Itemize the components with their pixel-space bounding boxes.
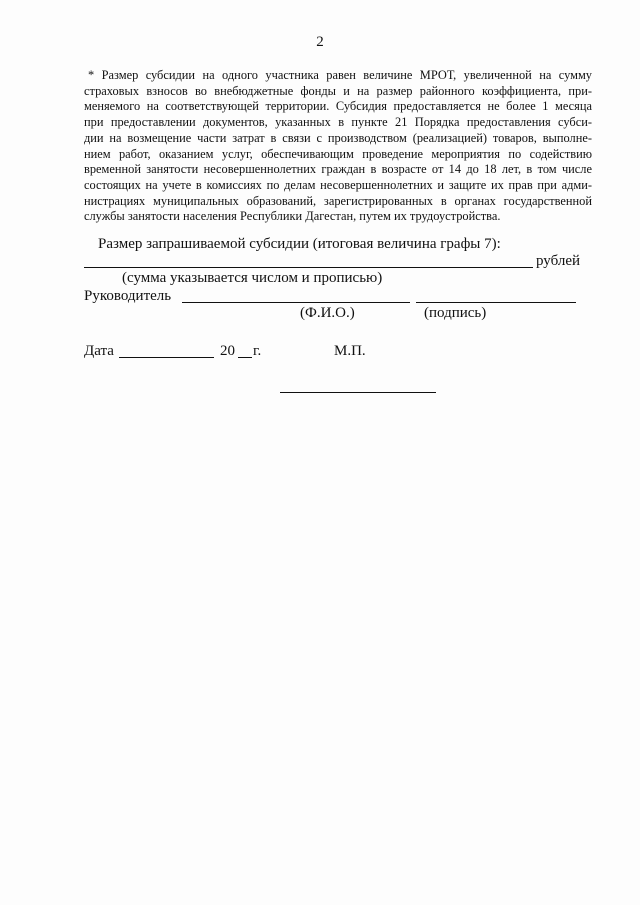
signature-caption: (подпись) <box>424 305 487 321</box>
footnote-line: страховых взносов во внебюджетные фонды и на размер районного коэффициента, при- <box>84 83 592 98</box>
footnote-line: нием работ, оказанием услуг, обеспечивающим проведение мероприятия по содействию <box>84 146 592 161</box>
fio-caption: (Ф.И.О.) <box>300 305 355 321</box>
subsidy-label: Размер запрашиваемой субсидии (итоговая величина графы 7): <box>98 236 501 252</box>
footnote-line: временной занятости несовершеннолетних граждан в возрасте от 14 до 18 лет, в том числе <box>84 162 592 177</box>
year-prefix: 20 <box>220 343 235 359</box>
amount-hint: (сумма указывается числом и прописью) <box>122 270 383 286</box>
footnote-line: нистрациях муниципальных образований, зарегистрированных в органах государственной <box>84 193 592 208</box>
page-number: 2 <box>316 34 324 50</box>
head-label: Руководитель <box>84 288 172 304</box>
footnote-line: состоящих на учете в комиссиях по делам несовершеннолетних и защите их прав при адми- <box>84 177 592 192</box>
fio-field[interactable] <box>182 302 410 303</box>
footnote-line: меняемого на соответствующей территории. Субсидия предоставляется не более 1 месяца <box>84 99 592 114</box>
signature-field[interactable] <box>416 302 576 303</box>
date-label: Дата <box>84 343 114 359</box>
year-field[interactable] <box>238 357 252 358</box>
stamp-place: М.П. <box>334 343 366 359</box>
footnote-line: при предоставлении документов, указанных в пункте 21 Порядка предоставления субси- <box>84 115 592 130</box>
footnote-line: * Размер субсидии на одного участника равен величине МРОТ, увеличенной на сумму <box>88 68 592 82</box>
date-field[interactable] <box>119 357 214 358</box>
closing-divider <box>280 392 436 393</box>
footnote <box>84 68 592 225</box>
currency-label: рублей <box>536 253 581 269</box>
footnote-line: дии на возмещение части затрат в связи с производством (реализацией) товаров, выполне- <box>84 130 592 145</box>
year-suffix: г. <box>253 343 262 359</box>
footnote-line: службы занятости населения Республики Дагестан, путем их трудоустройства. <box>84 209 501 224</box>
subsidy-amount-field[interactable] <box>84 267 533 268</box>
